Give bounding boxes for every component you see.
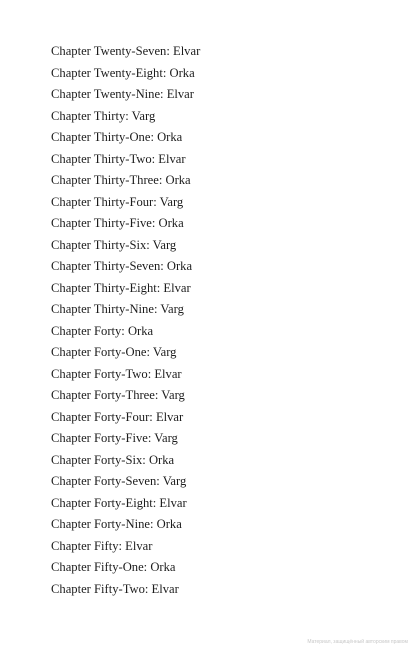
- copyright-notice: Материал, защищённый авторским правом: [307, 639, 408, 645]
- toc-entry-chapter-38[interactable]: Chapter Thirty-Eight: Elvar: [51, 280, 191, 295]
- toc-entry-chapter-28[interactable]: Chapter Twenty-Eight: Orka: [51, 65, 195, 80]
- toc-entry-chapter-44[interactable]: Chapter Forty-Four: Elvar: [51, 409, 184, 424]
- toc-entry-chapter-52[interactable]: Chapter Fifty-Two: Elvar: [51, 581, 179, 596]
- toc-entry-chapter-34[interactable]: Chapter Thirty-Four: Varg: [51, 194, 184, 209]
- toc-entry-chapter-49[interactable]: Chapter Forty-Nine: Orka: [51, 517, 182, 531]
- toc-entry-chapter-48[interactable]: Chapter Forty-Eight: Elvar: [51, 495, 187, 510]
- table-of-contents: [51, 41, 200, 600]
- toc-entry-chapter-27[interactable]: Chapter Twenty-Seven: Elvar: [51, 44, 201, 58]
- toc-entry-chapter-29[interactable]: Chapter Twenty-Nine: Elvar: [51, 87, 194, 101]
- toc-entry-chapter-30[interactable]: Chapter Thirty: Varg: [51, 108, 156, 123]
- toc-entry-chapter-47[interactable]: Chapter Forty-Seven: Varg: [51, 474, 187, 488]
- toc-entry-chapter-32[interactable]: Chapter Thirty-Two: Elvar: [51, 151, 186, 166]
- toc-entry-chapter-37[interactable]: Chapter Thirty-Seven: Orka: [51, 259, 193, 273]
- toc-entry-chapter-36[interactable]: Chapter Thirty-Six: Varg: [51, 237, 177, 252]
- toc-entry-chapter-45[interactable]: Chapter Forty-Five: Varg: [51, 431, 178, 445]
- toc-entry-chapter-46[interactable]: Chapter Forty-Six: Orka: [51, 452, 175, 467]
- toc-entry-chapter-40[interactable]: Chapter Forty: Orka: [51, 323, 154, 338]
- toc-entry-chapter-42[interactable]: Chapter Forty-Two: Elvar: [51, 366, 182, 381]
- toc-entry-chapter-43[interactable]: Chapter Forty-Three: Varg: [51, 388, 185, 402]
- toc-entry-chapter-51[interactable]: Chapter Fifty-One: Orka: [51, 560, 176, 574]
- toc-entry-chapter-31[interactable]: Chapter Thirty-One: Orka: [51, 130, 183, 144]
- toc-entry-chapter-50[interactable]: Chapter Fifty: Elvar: [51, 538, 153, 553]
- toc-entry-chapter-35[interactable]: Chapter Thirty-Five: Orka: [51, 216, 184, 230]
- toc-entry-chapter-33[interactable]: Chapter Thirty-Three: Orka: [51, 173, 191, 187]
- toc-entry-chapter-39[interactable]: Chapter Thirty-Nine: Varg: [51, 302, 184, 316]
- toc-entry-chapter-41[interactable]: Chapter Forty-One: Varg: [51, 345, 177, 359]
